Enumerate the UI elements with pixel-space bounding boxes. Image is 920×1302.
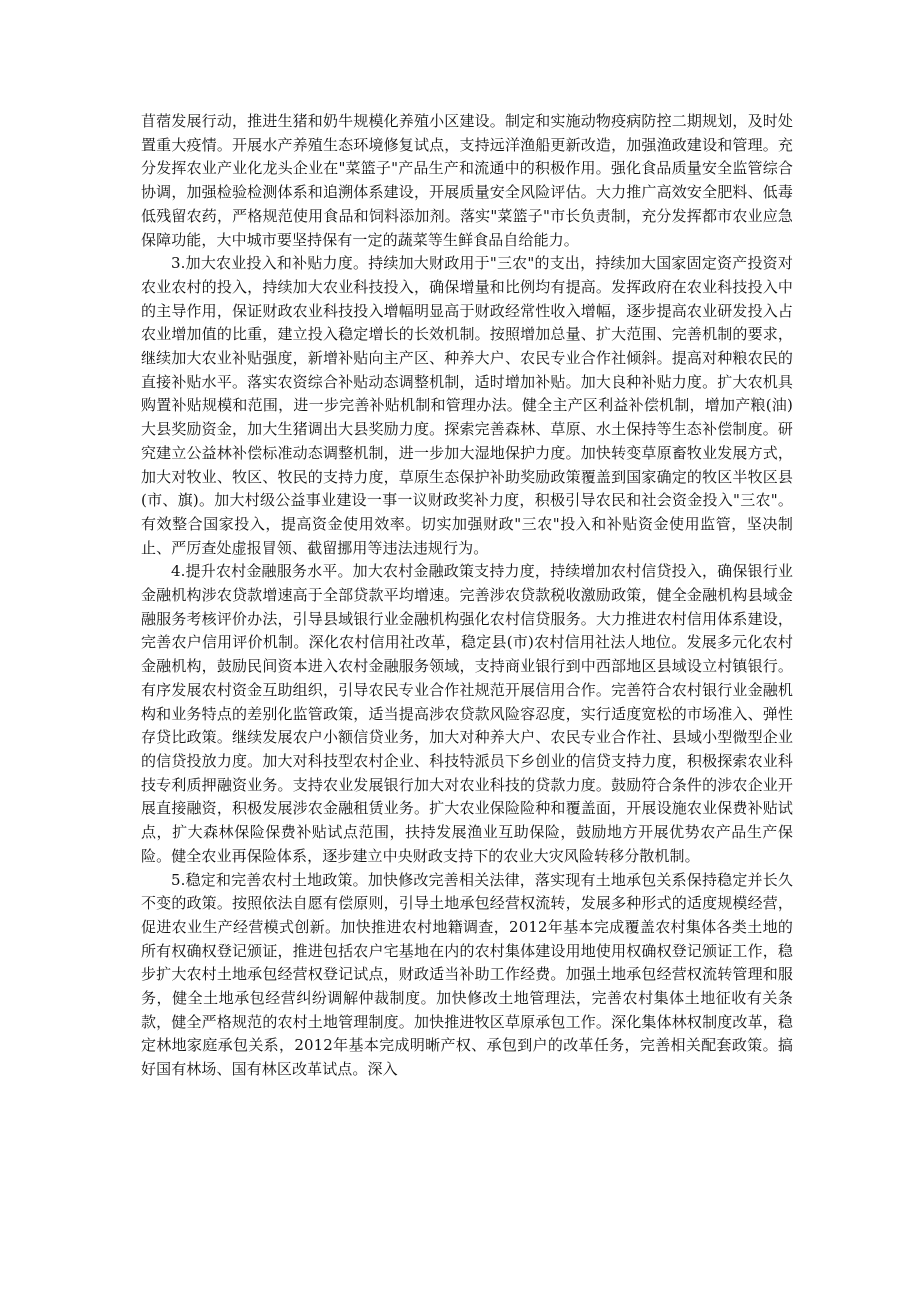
paragraph-livestock-food-safety: 苜蓿发展行动，推进生猪和奶牛规模化养殖小区建设。制定和实施动物疫病防控二期规划，及时处置重大疫情。开展水产养殖生态环境修复试点，支持远洋渔船更新改造，加强渔政建设和管理。充分发挥农业产业化龙头企业在"菜篮子"产品生产和流通中的积极作用。强化食品质量安全监管综合协调，加强检验检测体系和追溯体系建设，开展质量安全风险评估。大力推广高效安全肥料、低毒低残留农药，严格规范使用食品和饲料添加剂。落实"菜篮子"市长负责制，充分发挥都市农业应急保障功能，大中城市要坚持保有一定的蔬菜等生鲜食品自给能力。 [141, 112, 793, 249]
paragraph-rural-land-policy: 5.稳定和完善农村土地政策。加快修改完善相关法律，落实现有土地承包关系保持稳定并长久不变的政策。按照依法自愿有偿原则，引导土地承包经营权流转，发展多种形式的适度规模经营，促进农业生产经营模式创新。加快推进农村地籍调查，2012年基本完成覆盖农村集体各类土地的所有权确权登记颁证，推进包括农户宅基地在内的农村集体建设用地使用权确权登记颁证工作，稳步扩大农村土地承包经营权登记试点，财政适当补助工作经费。加强土地承包经营权流转管理和服务，健全土地承包经营纠纷调解仲裁制度。加快修改土地管理法，完善农村集体土地征收有关条款，健全严格规范的农村土地管理制度。加快推进牧区草原承包工作。深化集体林权制度改革，稳定林地家庭承包关系，2012年基本完成明晰产权、承包到户的改革任务，完善相关配套政策。搞好国有林场、国有林区改革试点。深入 [141, 870, 793, 1079]
document-body [141, 110, 793, 1082]
paragraph-agricultural-investment-subsidies: 3.加大农业投入和补贴力度。持续加大财政用于"三农"的支出，持续加大国家固定资产投资对农业农村的投入，持续加大农业科技投入，确保增量和比例均有提高。发挥政府在农业科技投入中的主导作用，保证财政农业科技投入增幅明显高于财政经常性收入增幅，逐步提高农业研发投入占农业增加值的比重，建立投入稳定增长的长效机制。按照增加总量、扩大范围、完善机制的要求，继续加大农业补贴强度，新增补贴向主产区、种养大户、农民专业合作社倾斜。提高对种粮农民的直接补贴水平。落实农资综合补贴动态调整机制，适时增加补贴。加大良种补贴力度。扩大农机具购置补贴规模和范围，进一步完善补贴机制和管理办法。健全主产区利益补偿机制，增加产粮(油)大县奖励资金，加大生猪调出大县奖励力度。探索完善森林、草原、水土保持等生态补偿制度。研究建立公益林补偿标准动态调整机制，进一步加大湿地保护力度。加快转变草原畜牧业发展方式，加大对牧业、牧区、牧民的支持力度，草原生态保护补助奖励政策覆盖到国家确定的牧区半牧区县(市、旗)。加大村级公益事业建设一事一议财政奖补力度，积极引导农民和社会资金投入"三农"。有效整合国家投入，提高资金使用效率。切实加强财政"三农"投入和补贴资金使用监管，坚决制止、严厉查处虚报冒领、截留挪用等违法违规行为。 [141, 254, 793, 557]
paragraph-rural-financial-services: 4.提升农村金融服务水平。加大农村金融政策支持力度，持续增加农村信贷投入，确保银行业金融机构涉农贷款增速高于全部贷款平均增速。完善涉农贷款税收激励政策，健全金融机构县域金融服务考核评价办法，引导县域银行业金融机构强化农村信贷服务。大力推进农村信用体系建设，完善农户信用评价机制。深化农村信用社改革，稳定县(市)农村信用社法人地位。发展多元化农村金融机构，鼓励民间资本进入农村金融服务领域，支持商业银行到中西部地区县域设立村镇银行。有序发展农村资金互助组织，引导农民专业合作社规范开展信用合作。完善符合农村银行业金融机构和业务特点的差别化监管政策，适当提高涉农贷款风险容忍度，实行适度宽松的市场准入、弹性存贷比政策。继续发展农户小额信贷业务，加大对种养大户、农民专业合作社、县域小型微型企业的信贷投放力度。加大对科技型农村企业、科技特派员下乡创业的信贷支持力度，积极探索农业科技专利质押融资业务。支持农业发展银行加大对农业科技的贷款力度。鼓励符合条件的涉农企业开展直接融资，积极发展涉农金融租赁业务。扩大农业保险险种和覆盖面，开展设施农业保费补贴试点，扩大森林保险保费补贴试点范围，扶持发展渔业互助保险，鼓励地方开展优势农产品生产保险。健全农业再保险体系，逐步建立中央财政支持下的农业大灾风险转移分散机制。 [141, 562, 793, 865]
